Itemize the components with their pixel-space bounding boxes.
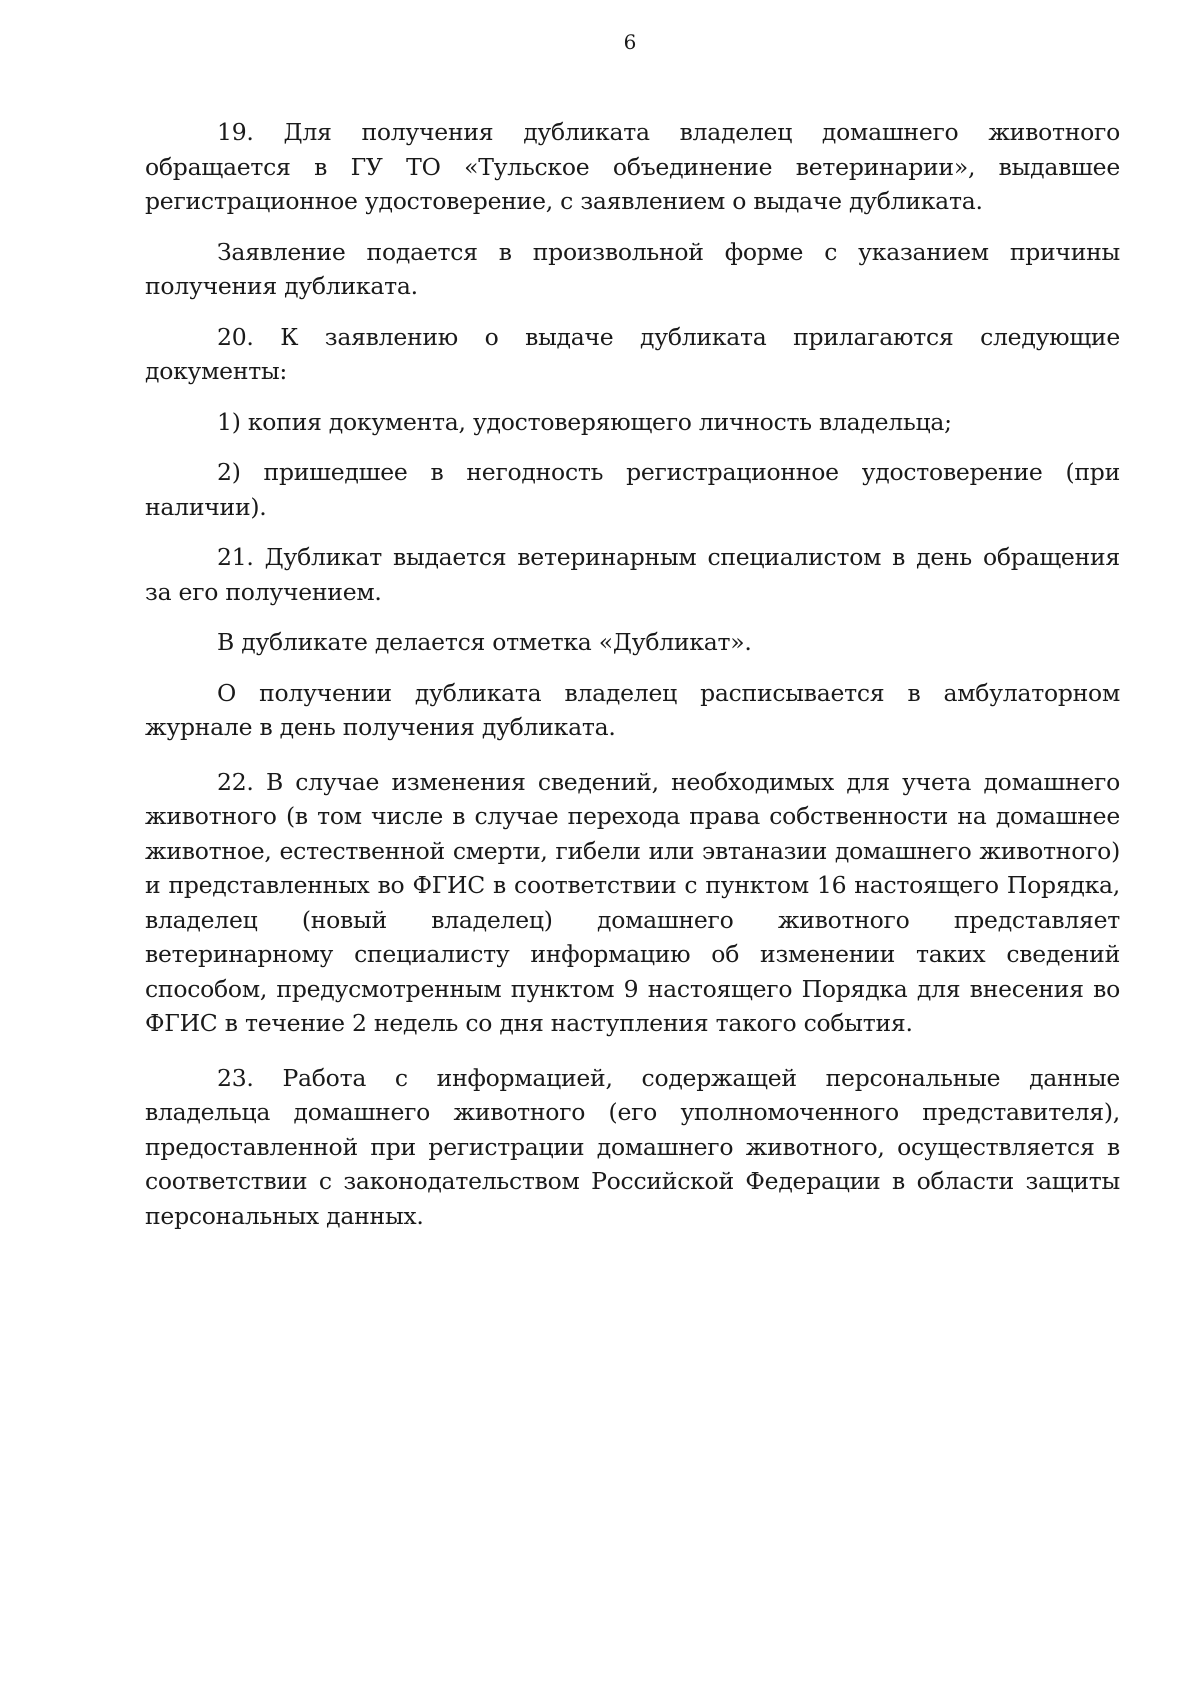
paragraph-duplicate-mark: В дубликате делается отметка «Дубликат». (217, 628, 752, 656)
paragraph-20-item-2: 2) пришедшее в негодность регистрационное удостоверение (при наличии). (145, 458, 1120, 521)
paragraph-20: 20. К заявлению о выдаче дубликата прилагаются следующие документы: (145, 322, 1120, 385)
document-body (145, 115, 1120, 1249)
page-number: 6 (623, 30, 637, 54)
paragraph-23: 23. Работа с информацией, содержащей персональные данные владельца домашнего животного (его уполномоченного представителя), предоставленной при регистрации домашнего животного, осуществляется в соответствии с законодательством Российской Федерации в области защиты персональных данных. (145, 1063, 1120, 1230)
paragraph-21: 21. Дубликат выдается ветеринарным специалистом в день обращения за его получением. (145, 543, 1120, 606)
paragraph-application-form: Заявление подается в произвольной форме с указанием причины получения дубликата. (145, 237, 1120, 300)
paragraph-22: 22. В случае изменения сведений, необходимых для учета домашнего животного (в том числе в случае перехода права собственности на домашнее животное, естественной смерти, гибели или эвтаназии домашнего животного) и представленных во ФГИС в соответствии с пунктом 16 настоящего Порядка, владелец (новый владелец) домашнего животного представляет ветеринарному специалисту информацию об изменении таких сведений способом, предусмотренным пунктом 9 настоящего Порядка для внесения во ФГИС в течение 2 недель со дня наступления такого события. (145, 767, 1120, 1037)
paragraph-19: 19. Для получения дубликата владелец домашнего животного обращается в ГУ ТО «Тульское объединение ветеринарии», выдавшее регистрационное удостоверение, с заявлением о выдаче дубликата. (145, 118, 1120, 215)
paragraph-journal-signature: О получении дубликата владелец расписывается в амбулаторном журнале в день получения дубликата. (145, 678, 1120, 741)
paragraph-20-item-1: 1) копия документа, удостоверяющего личность владельца; (217, 407, 952, 436)
